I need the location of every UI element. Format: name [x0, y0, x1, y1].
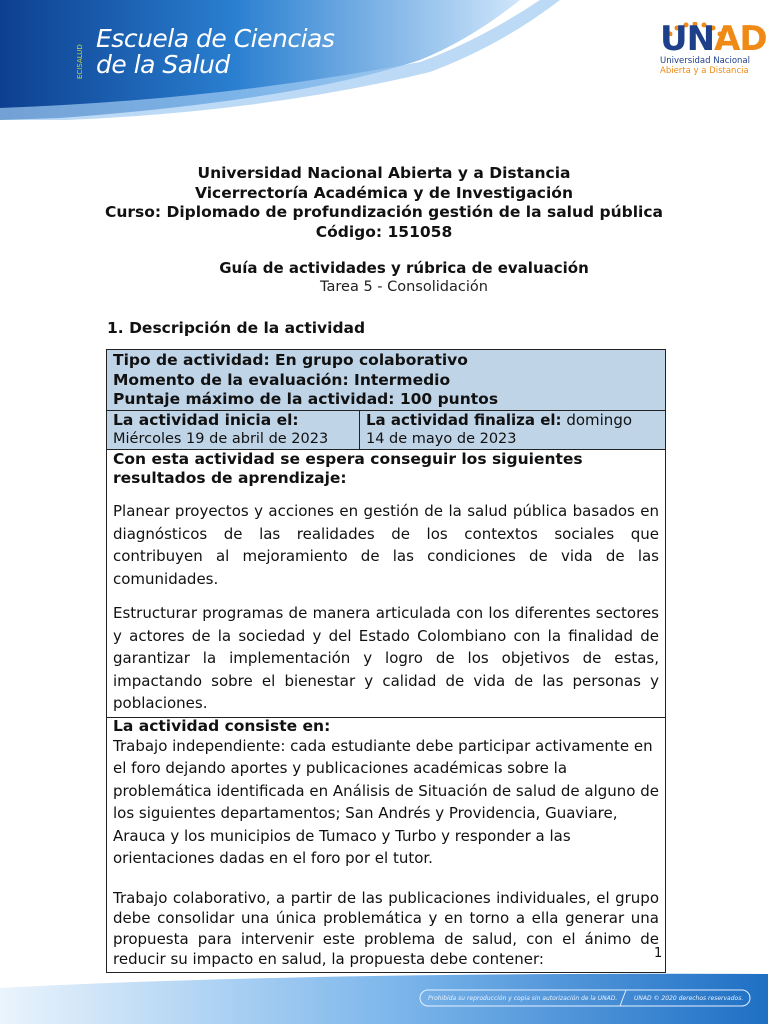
- summary-cell: [107, 350, 666, 411]
- evaluation-moment: Momento de la evaluación: Intermedio: [113, 370, 451, 389]
- max-score: Puntaje máximo de la actividad: 100 puntos: [113, 390, 499, 408]
- logo-subtitle-2: Abierta y a Distancia: [660, 66, 749, 76]
- results-title: Con esta actividad se espera conseguir los siguientes resultados de aprendizaje:: [113, 450, 583, 487]
- table-row-results: [107, 450, 666, 718]
- table-row-dates: [107, 410, 666, 450]
- results-cell: [107, 450, 666, 718]
- guide-subtitle: Tarea 5 - Consolidación: [320, 279, 488, 295]
- heading-university: Universidad Nacional Abierta y a Distancia: [197, 164, 571, 182]
- footer-rights: UNAD © 2020 derechos reservados.: [634, 995, 744, 1002]
- end-date: 14 de mayo de 2023: [366, 431, 517, 447]
- consists-collaborative: Trabajo colaborativo, a partir de las publicaciones individuales, el grupo debe consolidar una única problemática y en torno a ella generar una propuesta para intervenir este problema de salud, con el ánimo de reducir su impacto en salud, la propuesta debe contener:: [113, 888, 659, 968]
- end-label: La actividad finaliza el:: [366, 410, 562, 429]
- school-title-line2: de la Salud: [96, 50, 230, 79]
- start-date: Miércoles 19 de abril de 2023: [113, 431, 329, 447]
- table-row-consists: [107, 717, 666, 972]
- consists-independent: Trabajo independiente: cada estudiante debe participar activamente en el foro dejando aportes y publicaciones académicas sobre la problemática identificada en Análisis de Situación de salud de alguno de los siguientes departamentos; San Andrés y Providencia, Guaviare, Arauca y los municipios de Tumaco y Turbo y responder a las orientaciones dadas en el foro por el tutor.: [113, 736, 659, 867]
- heading-course: Curso: Diplomado de profundización gestión de la salud pública: [104, 203, 663, 221]
- page-number: 1: [654, 946, 663, 961]
- consists-cell: [107, 717, 666, 972]
- consists-title: La actividad consiste en:: [113, 716, 331, 735]
- activity-table: [106, 349, 666, 973]
- logo-word-un: UN: [660, 19, 715, 59]
- start-date-cell: [107, 410, 360, 450]
- logo-wordmark: [660, 19, 767, 59]
- logo-word-ad: AD: [714, 19, 767, 59]
- logo-subtitle-1: Universidad Nacional: [660, 56, 750, 66]
- side-tag: ECISALUD: [76, 44, 84, 80]
- footer-notice: Prohibida su reproducción y copia sin autorización de la UNAD.: [428, 995, 618, 1002]
- end-date-cell: [360, 410, 666, 450]
- header-banner: [0, 0, 768, 120]
- activity-type: Tipo de actividad: En grupo colaborativo: [113, 351, 468, 369]
- end-day: domingo: [561, 410, 633, 429]
- document-heading: [0, 164, 768, 242]
- start-label: La actividad inicia el:: [113, 410, 299, 429]
- result-2: Estructurar programas de manera articulada con los diferentes sectores y actores de la sociedad y del Estado Colombiano con la finalidad de garantizar la implementación y logro de los objetivos de estas, impactando sobre el bienestar y calidad de vida de las personas y poblaciones.: [113, 604, 659, 712]
- heading-code: Código: 151058: [315, 222, 453, 241]
- guide-title: Guía de actividades y rúbrica de evaluación: [219, 259, 589, 277]
- heading-vicerrectoria: Vicerrectoría Académica y de Investigación: [195, 183, 573, 202]
- section-heading: 1. Descripción de la actividad: [107, 319, 366, 337]
- school-title: [96, 26, 334, 78]
- school-title-line1: Escuela de Ciencias: [96, 24, 335, 53]
- table-row-summary: [107, 350, 666, 411]
- unad-logo: [660, 19, 767, 76]
- result-1: Planear proyectos y acciones en gestión de la salud pública basados en diagnósticos de las realidades de los contextos sociales que contribuyen al mejoramiento de las condiciones de vida de las comunidades.: [113, 502, 659, 588]
